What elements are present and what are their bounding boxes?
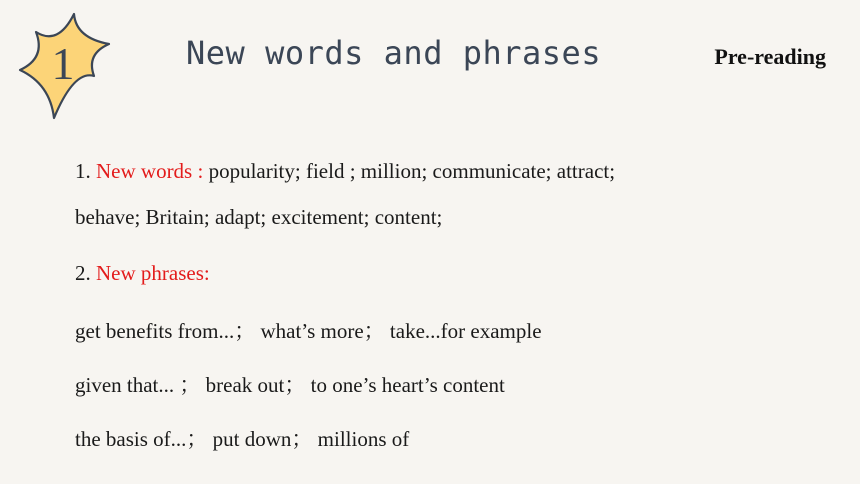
new-words-label: New words : bbox=[96, 159, 204, 183]
badge-number: 1 bbox=[51, 38, 75, 89]
new-phrases-heading bbox=[75, 261, 210, 286]
new-words-number: 1. bbox=[75, 159, 96, 183]
phrase-line-1: get benefits from...； what’s more； take...for example bbox=[75, 319, 542, 343]
new-words-list-1: popularity; field ; million; communicate; attract; bbox=[203, 159, 616, 183]
new-words-line-1 bbox=[75, 159, 615, 184]
new-phrases-number: 2. bbox=[75, 261, 96, 285]
section-tag: Pre-reading bbox=[714, 44, 826, 69]
page-title: New words and phrases bbox=[186, 34, 602, 72]
new-words-line-2: behave; Britain; adapt; excitement; content; bbox=[75, 205, 443, 229]
star-badge-icon bbox=[6, 8, 120, 126]
section-number-badge bbox=[6, 8, 120, 126]
phrase-line-3: the basis of...； put down； millions of bbox=[75, 427, 410, 451]
new-phrases-label: New phrases: bbox=[96, 261, 210, 285]
phrase-line-2: given that... ； break out； to one’s heart’s content bbox=[75, 373, 505, 397]
